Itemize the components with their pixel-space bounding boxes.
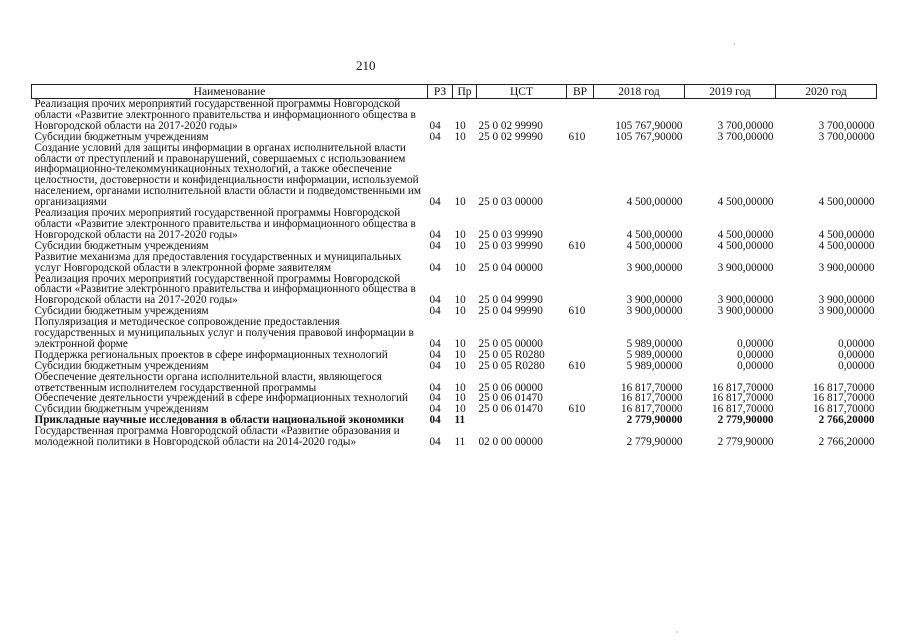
cell-2018: 5 989,00000 xyxy=(626,348,683,361)
cell-pr: 10 xyxy=(454,239,466,252)
cell-cst: 25 0 04 99990 xyxy=(478,305,543,318)
cell-rz: 04 xyxy=(429,392,441,405)
cell-name: Развитие механизма для предоставления государственных и муниципальных услуг Новгородской области в электронной форме заявителям xyxy=(34,250,402,274)
cell-2019: 4 500,00000 xyxy=(717,239,774,252)
cell-2019: 3 700,00000 xyxy=(717,130,774,143)
cell-2020: 2 766,20000 xyxy=(818,436,875,449)
cell-2020: 0,00000 xyxy=(838,348,875,361)
cell-cst: 25 0 06 00000 xyxy=(478,381,543,394)
cell-name: Популяризация и методическое сопровождение предоставления государственных и муниципальных услуг и получения правовой информации в электронной форме xyxy=(34,316,414,350)
cell-2019: 0,00000 xyxy=(737,359,774,372)
cell-rz: 04 xyxy=(429,348,441,361)
cell-pr: 10 xyxy=(454,392,466,405)
header-rz: РЗ xyxy=(428,85,453,99)
header-pr: Пр xyxy=(453,85,477,99)
cell-2020: 4 500,00000 xyxy=(818,196,875,209)
cell-name: Создание условий для защиты информации в органах исполнительной власти области от преступлений и правонарушений, совершаемых с использованием информационно-телекоммуникационных технологий, а также обеспечение целостности, достоверности и конфиденциальности информации, используемой населением, органами исполнительной власти области и подведомственными им организациями xyxy=(34,141,421,209)
cell-2019: 4 500,00000 xyxy=(717,196,774,209)
cell-cst: 02 0 00 00000 xyxy=(478,436,543,449)
cell-2018: 2 779,90000 xyxy=(626,414,683,427)
cell-pr: 10 xyxy=(454,381,466,394)
cell-2018: 3 900,00000 xyxy=(626,261,683,274)
cell-vr: 610 xyxy=(568,403,586,416)
cell-pr: 10 xyxy=(454,294,466,307)
cell-2018: 4 500,00000 xyxy=(626,228,683,241)
header-name: Наименование xyxy=(32,85,428,99)
cell-name: Реализация прочих мероприятий государственной программы Новгородской области «Развитие электронного правительства и информационного общества в Новгородской области на 2017-2020 годы» xyxy=(34,272,416,307)
cell-2019: 3 900,00000 xyxy=(717,261,774,274)
cell-vr: 610 xyxy=(568,239,586,252)
cell-name: Реализация прочих мероприятий государственной программы Новгородской области «Развитие электронного правительства и информационного общества в Новгородской области на 2017-2020 годы» xyxy=(34,207,416,241)
page-number: 210 xyxy=(356,58,376,73)
cell-pr: 10 xyxy=(454,130,466,143)
cell-2018: 5 989,00000 xyxy=(626,359,683,372)
cell-rz: 04 xyxy=(429,436,441,449)
cell-2019: 2 779,90000 xyxy=(717,414,774,427)
cell-vr xyxy=(567,317,594,350)
cell-2018: 16 817,70000 xyxy=(620,392,683,405)
cell-2020: 4 500,00000 xyxy=(818,228,875,241)
header-2020: 2020 год xyxy=(776,85,877,99)
cell-vr xyxy=(567,426,594,448)
cell-2019: 16 817,70000 xyxy=(711,392,774,405)
cell-2020: 16 817,70000 xyxy=(812,392,875,405)
cell-rz: 04 xyxy=(429,359,441,372)
cell-2020: 0,00000 xyxy=(838,337,875,350)
cell-2019: 4 500,00000 xyxy=(717,228,774,241)
cell-cst: 25 0 04 99990 xyxy=(478,294,543,307)
budget-table xyxy=(31,84,877,448)
cell-name: Субсидии бюджетным учреждениям xyxy=(34,130,209,143)
cell-pr: 10 xyxy=(454,119,466,132)
cell-2018: 16 817,70000 xyxy=(620,381,683,394)
cell-2018: 2 779,90000 xyxy=(626,436,683,449)
cell-name: Субсидии бюджетным учреждениям xyxy=(34,403,209,416)
cell-name: Обеспечение деятельности учреждений в сфере информационных технологий xyxy=(34,392,408,405)
cell-cst: 25 0 04 00000 xyxy=(478,261,543,274)
table-row xyxy=(32,208,877,241)
cell-vr: 610 xyxy=(568,359,586,372)
header-2018: 2018 год xyxy=(594,85,685,99)
cell-rz: 04 xyxy=(429,119,441,132)
cell-pr: 10 xyxy=(454,403,466,416)
cell-cst: 25 0 03 00000 xyxy=(478,196,543,209)
cell-cst: 25 0 02 99990 xyxy=(478,130,543,143)
cell-2018: 4 500,00000 xyxy=(626,239,683,252)
cell-2019: 3 900,00000 xyxy=(717,294,774,307)
cell-pr: 10 xyxy=(454,196,466,209)
cell-name: Субсидии бюджетным учреждениям xyxy=(34,305,209,318)
cell-cst xyxy=(477,415,567,426)
cell-name: Прикладные научные исследования в области национальной экономики xyxy=(34,414,404,427)
cell-rz: 04 xyxy=(429,403,441,416)
cell-2019: 3 900,00000 xyxy=(717,305,774,318)
cell-rz: 04 xyxy=(429,305,441,318)
cell-cst: 25 0 05 R0280 xyxy=(478,348,545,361)
cell-cst: 25 0 05 00000 xyxy=(478,337,543,350)
cell-pr: 10 xyxy=(454,359,466,372)
header-cst: ЦСТ xyxy=(477,85,567,99)
cell-name: Субсидии бюджетным учреждениям xyxy=(34,239,209,252)
cell-2018: 3 900,00000 xyxy=(626,294,683,307)
cell-2019: 3 700,00000 xyxy=(717,119,774,132)
cell-2019: 0,00000 xyxy=(737,348,774,361)
cell-name: Поддержка региональных проектов в сфере информационных технологий xyxy=(34,348,388,361)
cell-cst: 25 0 06 01470 xyxy=(478,392,543,405)
table-body xyxy=(32,99,877,449)
cell-rz: 04 xyxy=(429,414,441,427)
cell-rz: 04 xyxy=(429,294,441,307)
cell-2018: 105 767,90000 xyxy=(615,119,683,132)
cell-cst: 25 0 06 01470 xyxy=(478,403,543,416)
cell-2020: 3 900,00000 xyxy=(818,305,875,318)
cell-2019: 16 817,70000 xyxy=(711,403,774,416)
cell-vr xyxy=(567,372,594,394)
table-row xyxy=(32,372,877,394)
cell-2018: 4 500,00000 xyxy=(626,196,683,209)
cell-2019: 16 817,70000 xyxy=(711,381,774,394)
table-row xyxy=(32,426,877,448)
cell-2020: 3 700,00000 xyxy=(818,130,875,143)
cell-name: Государственная программа Новгородской области «Развитие образования и молодежной политики в Новгородской области на 2014-2020 годы» xyxy=(34,425,400,449)
table-header-row xyxy=(32,85,877,99)
table-row xyxy=(32,132,877,143)
cell-2020: 16 817,70000 xyxy=(812,381,875,394)
cell-2019: 2 779,90000 xyxy=(717,436,774,449)
cell-2020: 3 900,00000 xyxy=(818,294,875,307)
cell-name: Реализация прочих мероприятий государственной программы Новгородской области «Развитие электронного правительства и информационного общества в Новгородской области на 2017-2020 годы» xyxy=(34,98,416,132)
cell-2020: 3 900,00000 xyxy=(818,261,875,274)
cell-rz: 04 xyxy=(429,130,441,143)
cell-vr xyxy=(567,415,594,426)
cell-2020: 3 700,00000 xyxy=(818,119,875,132)
cell-rz: 04 xyxy=(429,381,441,394)
header-vr: ВР xyxy=(567,85,594,99)
cell-vr xyxy=(567,274,594,307)
cell-cst: 25 0 05 R0280 xyxy=(478,359,545,372)
cell-rz: 04 xyxy=(429,261,441,274)
cell-name: Субсидии бюджетным учреждениям xyxy=(34,359,209,372)
table-row xyxy=(32,143,877,208)
table-row xyxy=(32,99,877,132)
cell-rz: 04 xyxy=(429,239,441,252)
cell-2020: 4 500,00000 xyxy=(818,239,875,252)
cell-vr xyxy=(567,252,594,274)
cell-rz: 04 xyxy=(429,228,441,241)
cell-2018: 16 817,70000 xyxy=(620,403,683,416)
cell-2020: 16 817,70000 xyxy=(812,403,875,416)
header-2019: 2019 год xyxy=(685,85,776,99)
cell-2020: 2 766,20000 xyxy=(818,414,875,427)
cell-rz: 04 xyxy=(429,196,441,209)
cell-pr: 10 xyxy=(454,228,466,241)
cell-2020: 0,00000 xyxy=(838,359,875,372)
cell-pr: 11 xyxy=(454,436,466,449)
cell-2018: 5 989,00000 xyxy=(626,337,683,350)
cell-vr: 610 xyxy=(568,305,586,318)
cell-2019: 0,00000 xyxy=(737,337,774,350)
table-row xyxy=(32,274,877,307)
scan-speck: · xyxy=(733,40,736,49)
cell-2018: 3 900,00000 xyxy=(626,305,683,318)
cell-cst: 25 0 02 99990 xyxy=(478,119,543,132)
cell-pr: 10 xyxy=(454,261,466,274)
cell-2018: 105 767,90000 xyxy=(615,130,683,143)
cell-vr xyxy=(567,143,594,208)
cell-pr: 11 xyxy=(454,414,466,427)
cell-cst: 25 0 03 99990 xyxy=(478,239,543,252)
cell-pr: 10 xyxy=(454,305,466,318)
table-row xyxy=(32,317,877,350)
cell-cst: 25 0 03 99990 xyxy=(478,228,543,241)
cell-pr: 10 xyxy=(454,348,466,361)
table-row xyxy=(32,252,877,274)
cell-rz: 04 xyxy=(429,337,441,350)
scan-speck: · xyxy=(676,628,679,637)
cell-vr xyxy=(567,208,594,241)
cell-vr xyxy=(567,99,594,132)
cell-pr: 10 xyxy=(454,337,466,350)
cell-vr: 610 xyxy=(568,130,586,143)
cell-name: Обеспечение деятельности органа исполнительной власти, являющегося ответственным исполнителем государственной программы xyxy=(34,370,382,394)
